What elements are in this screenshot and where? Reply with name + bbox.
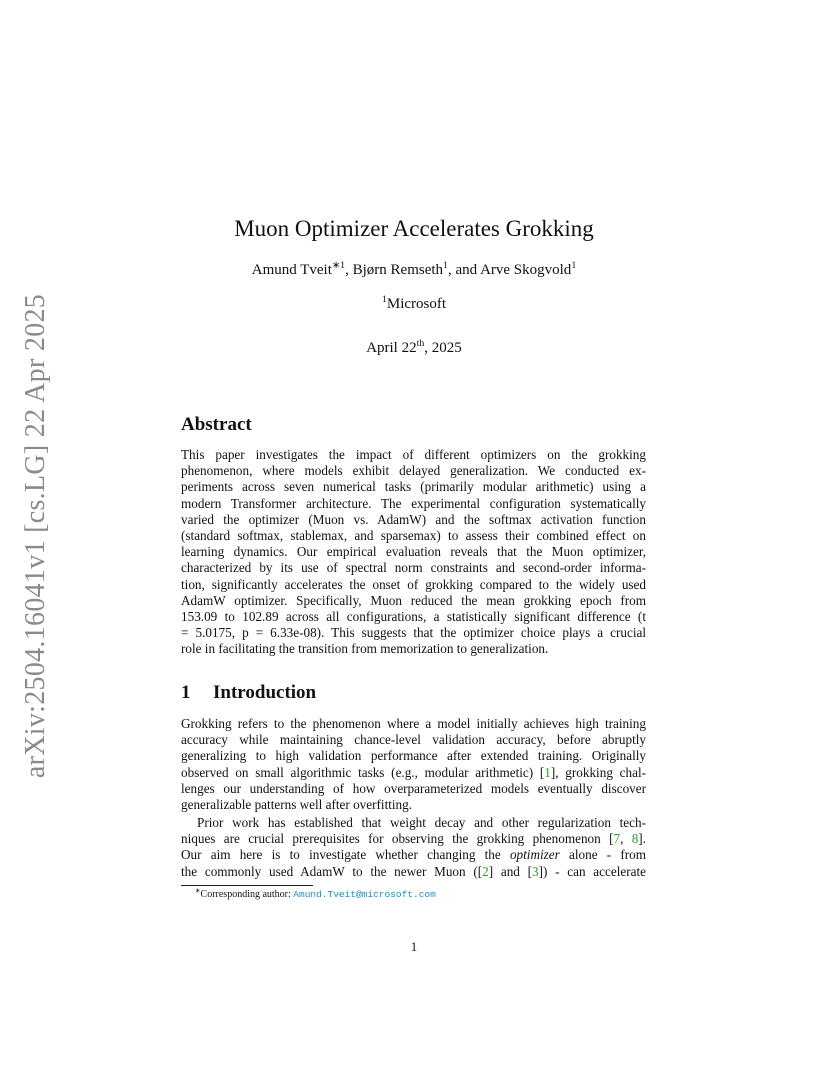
citation-link[interactable]: 7 [613, 831, 621, 847]
footnote-divider [181, 885, 313, 886]
abstract-line: tion, significantly accelerates the onset of grokking compared to the widely used [181, 576, 646, 592]
author-name: Arve Skogvold [480, 262, 572, 278]
intro-paragraph-1: Grokking refers to the phenomenon where a model initially achieves high training accuracy while maintaining chance-level validation accuracy, before abruptly generalizing to high validation performance after extended training. Originally observed on small algorithmic tasks (e.g., modular arithmetic) [1], grokking chal- lenges our understanding of how overparameterized models eventually discover generalizable patterns well after overfitting. [181, 716, 646, 813]
abstract-line: learning dynamics. Our empirical evaluation reveals that the Muon optimizer, [181, 544, 646, 560]
affiliation [0, 296, 828, 313]
page-number: 1 [410, 939, 418, 954]
footnote [195, 889, 436, 900]
author-affiliation-mark: ∗1 [331, 260, 346, 271]
author-separator: , and [447, 262, 481, 278]
abstract-body [181, 447, 646, 658]
citation-link[interactable]: 3 [532, 863, 539, 879]
author-name: Bjørn Remseth [352, 262, 444, 278]
author-affiliation-mark: 1 [571, 260, 577, 271]
abstract-line: AdamW optimizer. Specifically, Muon reduced the mean grokking epoch from [181, 592, 646, 608]
abstract-line: periments across seven numerical tasks (primarily modular arithmetic) using a [181, 479, 646, 495]
abstract-line: (standard softmax, stablemax, and sparsemax) to assess their combined effect on [181, 528, 646, 544]
author-affiliation-mark: 1 [443, 260, 448, 271]
section-title: Introduction [213, 682, 317, 703]
author-separator: , [345, 262, 353, 278]
abstract-line: This paper investigates the impact of different optimizers on the grokking [181, 447, 646, 462]
arxiv-identifier [14, 293, 58, 779]
footnote-label: Corresponding author: [200, 889, 294, 900]
citation-link[interactable]: 2 [482, 863, 489, 879]
abstract-line: = 5.0175, p = 6.33e-08). This suggests that the optimizer choice plays a crucial [181, 625, 646, 641]
abstract-line: role in facilitating the transition from memorization to generalization. [181, 641, 549, 657]
affiliation-name: Microsoft [386, 296, 447, 312]
email-link[interactable]: Amund.Tveit@microsoft.com [293, 889, 436, 900]
citation-link[interactable]: 1 [544, 764, 551, 780]
abstract-line: phenomenon, where models exhibit delayed generalization. We conducted ex- [181, 463, 646, 479]
section-number: 1 [181, 682, 191, 703]
author-list [0, 262, 828, 279]
section-heading-introduction [181, 682, 316, 704]
affiliation-mark: 1 [381, 294, 387, 305]
arxiv-identifier-text: arXiv:2504.16041v1 [cs.LG] 22 Apr 2025 [20, 293, 51, 779]
abstract-heading: Abstract [181, 414, 252, 435]
footnote-mark: ∗ [195, 887, 201, 895]
abstract-line: varied the optimizer (Muon vs. AdamW) and the softmax activation function [181, 511, 646, 527]
abstract-line: modern Transformer architecture. The experimental configuration systematically [181, 495, 646, 511]
citation-link[interactable]: 8 [631, 831, 639, 847]
publication-date: April 22th, 2025 [366, 338, 462, 356]
emphasis: optimizer [509, 847, 560, 863]
abstract-line: 153.09 to 102.89 across all configurations, a statistically significant difference (t [181, 609, 646, 625]
abstract-line: characterized by its use of spectral norm constraints and second-order informa- [181, 560, 646, 576]
intro-paragraph-2: Prior work has established that weight decay and other regularization tech- niques are crucial prerequisites for observing the grokking phenomenon [7, 8]. Our aim here is to investigate whether changing the optimizer alone - from the commonly used AdamW to the newer Muon ([2] and [3]) - can accelerate [181, 815, 646, 879]
author-name: Amund Tveit [251, 262, 332, 278]
paper-title: Muon Optimizer Accelerates Grokking [234, 216, 594, 241]
